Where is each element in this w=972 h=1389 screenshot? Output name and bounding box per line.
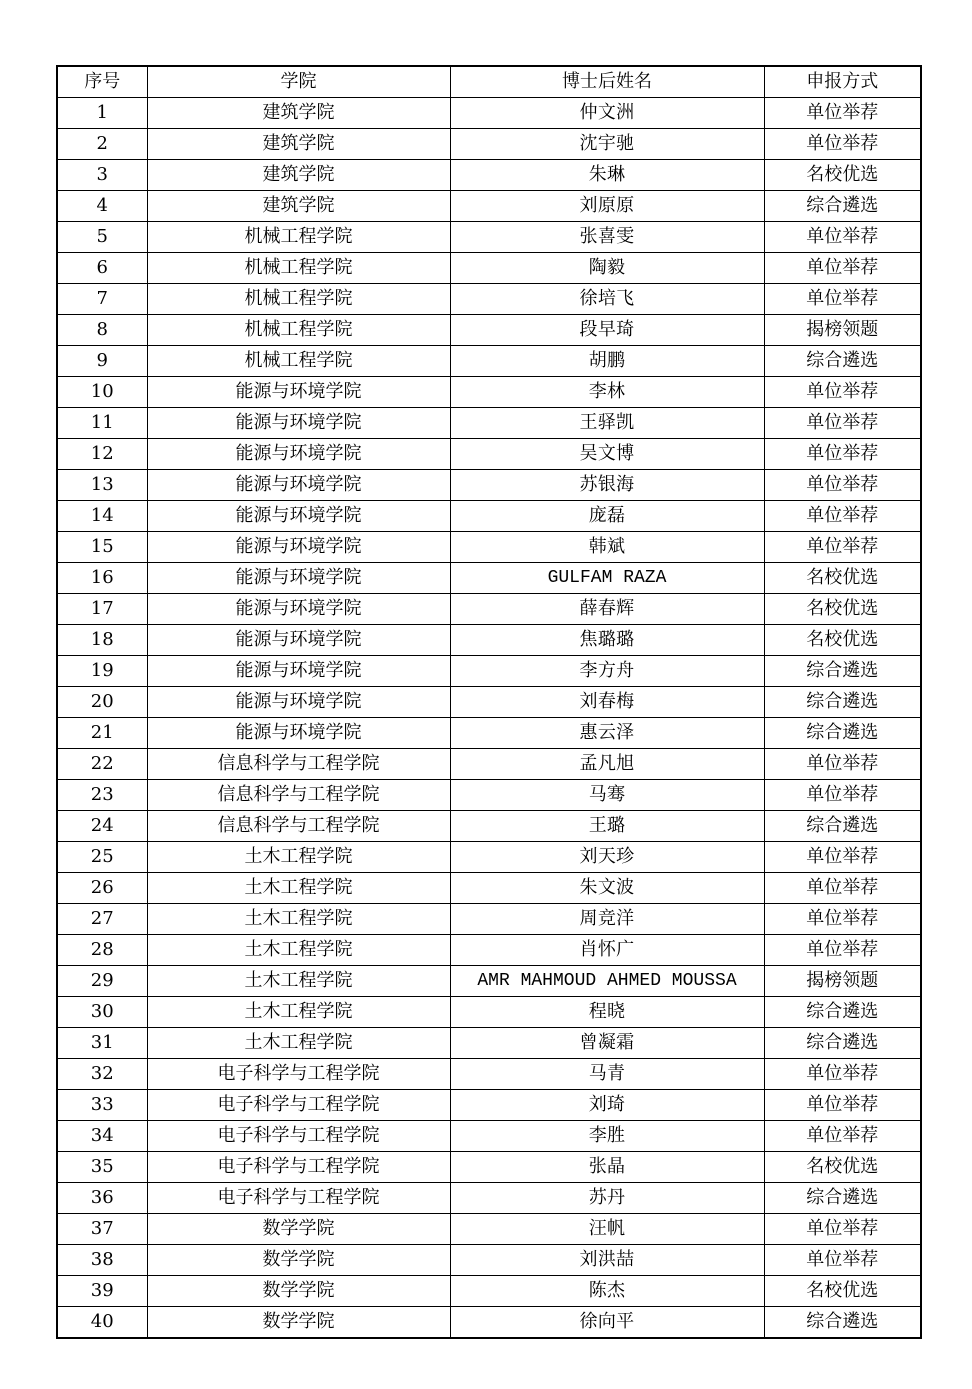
cell-serial-number: 13 [57,470,147,501]
cell-college: 信息科学与工程学院 [147,780,450,811]
table-row [57,439,921,470]
cell-application-method: 单位举荐 [764,749,921,780]
header-serial-number: 序号 [57,66,147,98]
cell-college: 数学学院 [147,1214,450,1245]
table-row [57,625,921,656]
table-row [57,594,921,625]
cell-serial-number: 35 [57,1152,147,1183]
cell-application-method: 单位举荐 [764,470,921,501]
cell-college: 土木工程学院 [147,997,450,1028]
cell-serial-number: 4 [57,191,147,222]
cell-postdoc-name: 仲文洲 [450,98,764,129]
cell-serial-number: 23 [57,780,147,811]
table-row [57,842,921,873]
cell-application-method: 单位举荐 [764,1214,921,1245]
cell-application-method: 综合遴选 [764,191,921,222]
cell-college: 建筑学院 [147,191,450,222]
cell-postdoc-name: 刘春梅 [450,687,764,718]
table-row [57,315,921,346]
cell-serial-number: 40 [57,1307,147,1339]
table-row [57,1121,921,1152]
cell-application-method: 单位举荐 [764,377,921,408]
header-application-method: 申报方式 [764,66,921,98]
cell-college: 电子科学与工程学院 [147,1090,450,1121]
cell-college: 电子科学与工程学院 [147,1183,450,1214]
cell-serial-number: 1 [57,98,147,129]
cell-college: 信息科学与工程学院 [147,749,450,780]
cell-application-method: 单位举荐 [764,1059,921,1090]
cell-college: 能源与环境学院 [147,377,450,408]
cell-application-method: 单位举荐 [764,439,921,470]
cell-application-method: 综合遴选 [764,346,921,377]
cell-college: 土木工程学院 [147,842,450,873]
table-row [57,563,921,594]
cell-serial-number: 6 [57,253,147,284]
table-row [57,966,921,997]
cell-application-method: 名校优选 [764,160,921,191]
table-header [57,66,921,98]
cell-application-method: 综合遴选 [764,1307,921,1339]
cell-postdoc-name: 刘原原 [450,191,764,222]
cell-postdoc-name: 刘琦 [450,1090,764,1121]
cell-application-method: 综合遴选 [764,1028,921,1059]
cell-serial-number: 19 [57,656,147,687]
table-row [57,780,921,811]
table-row [57,501,921,532]
table-row [57,191,921,222]
cell-college: 土木工程学院 [147,904,450,935]
cell-postdoc-name: 曾凝霜 [450,1028,764,1059]
cell-postdoc-name: 马骞 [450,780,764,811]
cell-application-method: 单位举荐 [764,284,921,315]
cell-postdoc-name: 惠云泽 [450,718,764,749]
cell-college: 建筑学院 [147,129,450,160]
cell-postdoc-name: 汪帆 [450,1214,764,1245]
table-row [57,253,921,284]
cell-college: 机械工程学院 [147,284,450,315]
cell-college: 能源与环境学院 [147,532,450,563]
cell-college: 土木工程学院 [147,1028,450,1059]
table-row [57,284,921,315]
table-row [57,1152,921,1183]
cell-postdoc-name: 胡鹏 [450,346,764,377]
table-row [57,718,921,749]
cell-serial-number: 10 [57,377,147,408]
cell-college: 数学学院 [147,1307,450,1339]
cell-application-method: 名校优选 [764,625,921,656]
cell-college: 数学学院 [147,1276,450,1307]
cell-application-method: 单位举荐 [764,842,921,873]
cell-serial-number: 38 [57,1245,147,1276]
cell-application-method: 名校优选 [764,1152,921,1183]
table-row [57,222,921,253]
cell-serial-number: 17 [57,594,147,625]
cell-postdoc-name: 韩斌 [450,532,764,563]
cell-application-method: 综合遴选 [764,718,921,749]
cell-serial-number: 28 [57,935,147,966]
cell-application-method: 名校优选 [764,594,921,625]
cell-postdoc-name: AMR MAHMOUD AHMED MOUSSA [450,966,764,997]
cell-college: 能源与环境学院 [147,625,450,656]
cell-postdoc-name: 吴文博 [450,439,764,470]
cell-application-method: 单位举荐 [764,1245,921,1276]
cell-application-method: 单位举荐 [764,904,921,935]
cell-application-method: 综合遴选 [764,1183,921,1214]
table-row [57,656,921,687]
cell-serial-number: 24 [57,811,147,842]
cell-serial-number: 26 [57,873,147,904]
table-row [57,98,921,129]
cell-postdoc-name: 朱文波 [450,873,764,904]
cell-postdoc-name: 刘天珍 [450,842,764,873]
cell-serial-number: 11 [57,408,147,439]
cell-college: 能源与环境学院 [147,501,450,532]
cell-postdoc-name: 徐培飞 [450,284,764,315]
cell-serial-number: 29 [57,966,147,997]
cell-serial-number: 22 [57,749,147,780]
cell-serial-number: 5 [57,222,147,253]
cell-college: 机械工程学院 [147,315,450,346]
cell-college: 电子科学与工程学院 [147,1152,450,1183]
cell-college: 能源与环境学院 [147,594,450,625]
table-row [57,1307,921,1339]
table-row [57,408,921,439]
table-row [57,532,921,563]
table-row [57,687,921,718]
cell-postdoc-name: 沈宇驰 [450,129,764,160]
cell-postdoc-name: 庞磊 [450,501,764,532]
table-row [57,1028,921,1059]
cell-college: 信息科学与工程学院 [147,811,450,842]
header-college: 学院 [147,66,450,98]
cell-postdoc-name: GULFAM RAZA [450,563,764,594]
table-row [57,1245,921,1276]
cell-application-method: 综合遴选 [764,997,921,1028]
cell-college: 机械工程学院 [147,346,450,377]
table-row [57,1214,921,1245]
table-row [57,129,921,160]
cell-application-method: 单位举荐 [764,222,921,253]
cell-postdoc-name: 张晶 [450,1152,764,1183]
cell-application-method: 单位举荐 [764,873,921,904]
cell-application-method: 综合遴选 [764,687,921,718]
cell-application-method: 揭榜领题 [764,315,921,346]
cell-college: 机械工程学院 [147,222,450,253]
cell-application-method: 单位举荐 [764,501,921,532]
cell-application-method: 单位举荐 [764,1121,921,1152]
cell-college: 土木工程学院 [147,873,450,904]
cell-postdoc-name: 王璐 [450,811,764,842]
cell-application-method: 单位举荐 [764,1090,921,1121]
cell-postdoc-name: 朱琳 [450,160,764,191]
cell-serial-number: 2 [57,129,147,160]
cell-college: 能源与环境学院 [147,656,450,687]
cell-college: 能源与环境学院 [147,439,450,470]
cell-serial-number: 16 [57,563,147,594]
cell-serial-number: 32 [57,1059,147,1090]
cell-serial-number: 9 [57,346,147,377]
cell-serial-number: 7 [57,284,147,315]
cell-serial-number: 39 [57,1276,147,1307]
cell-application-method: 单位举荐 [764,408,921,439]
cell-serial-number: 15 [57,532,147,563]
cell-serial-number: 8 [57,315,147,346]
cell-serial-number: 30 [57,997,147,1028]
cell-postdoc-name: 王驿凯 [450,408,764,439]
cell-postdoc-name: 徐向平 [450,1307,764,1339]
cell-application-method: 名校优选 [764,563,921,594]
cell-postdoc-name: 肖怀广 [450,935,764,966]
cell-postdoc-name: 刘洪喆 [450,1245,764,1276]
table-row [57,470,921,501]
table-row [57,1090,921,1121]
cell-serial-number: 20 [57,687,147,718]
cell-serial-number: 36 [57,1183,147,1214]
cell-application-method: 单位举荐 [764,532,921,563]
cell-application-method: 单位举荐 [764,780,921,811]
cell-postdoc-name: 薛春辉 [450,594,764,625]
table-row [57,1183,921,1214]
cell-college: 数学学院 [147,1245,450,1276]
cell-postdoc-name: 程晓 [450,997,764,1028]
cell-application-method: 综合遴选 [764,656,921,687]
cell-serial-number: 25 [57,842,147,873]
cell-application-method: 单位举荐 [764,935,921,966]
cell-application-method: 单位举荐 [764,253,921,284]
table-row [57,811,921,842]
table-row [57,873,921,904]
table-row [57,160,921,191]
cell-serial-number: 14 [57,501,147,532]
cell-college: 能源与环境学院 [147,408,450,439]
cell-postdoc-name: 李胜 [450,1121,764,1152]
cell-postdoc-name: 苏丹 [450,1183,764,1214]
cell-postdoc-name: 孟凡旭 [450,749,764,780]
cell-serial-number: 37 [57,1214,147,1245]
cell-serial-number: 31 [57,1028,147,1059]
header-postdoc-name: 博士后姓名 [450,66,764,98]
cell-serial-number: 21 [57,718,147,749]
cell-serial-number: 33 [57,1090,147,1121]
cell-college: 建筑学院 [147,160,450,191]
cell-postdoc-name: 陈杰 [450,1276,764,1307]
cell-college: 电子科学与工程学院 [147,1059,450,1090]
cell-college: 能源与环境学院 [147,718,450,749]
table-row [57,346,921,377]
cell-college: 建筑学院 [147,98,450,129]
cell-postdoc-name: 苏银海 [450,470,764,501]
cell-serial-number: 18 [57,625,147,656]
cell-postdoc-name: 段早琦 [450,315,764,346]
table-row [57,904,921,935]
cell-college: 电子科学与工程学院 [147,1121,450,1152]
cell-application-method: 综合遴选 [764,811,921,842]
cell-college: 机械工程学院 [147,253,450,284]
table-row [57,1276,921,1307]
postdoc-roster-table [56,65,922,1339]
cell-college: 土木工程学院 [147,935,450,966]
table-row [57,377,921,408]
table-row [57,997,921,1028]
cell-application-method: 揭榜领题 [764,966,921,997]
table-row [57,935,921,966]
cell-application-method: 名校优选 [764,1276,921,1307]
cell-college: 能源与环境学院 [147,687,450,718]
table-row [57,1059,921,1090]
cell-postdoc-name: 张喜雯 [450,222,764,253]
cell-postdoc-name: 马青 [450,1059,764,1090]
cell-serial-number: 3 [57,160,147,191]
header-row [57,66,921,98]
cell-postdoc-name: 李林 [450,377,764,408]
table-row [57,749,921,780]
cell-college: 能源与环境学院 [147,563,450,594]
cell-application-method: 单位举荐 [764,129,921,160]
cell-serial-number: 34 [57,1121,147,1152]
cell-postdoc-name: 陶毅 [450,253,764,284]
cell-application-method: 单位举荐 [764,98,921,129]
cell-serial-number: 12 [57,439,147,470]
table-body [57,98,921,1339]
cell-serial-number: 27 [57,904,147,935]
cell-postdoc-name: 李方舟 [450,656,764,687]
cell-postdoc-name: 焦璐璐 [450,625,764,656]
cell-college: 土木工程学院 [147,966,450,997]
cell-postdoc-name: 周竞洋 [450,904,764,935]
cell-college: 能源与环境学院 [147,470,450,501]
